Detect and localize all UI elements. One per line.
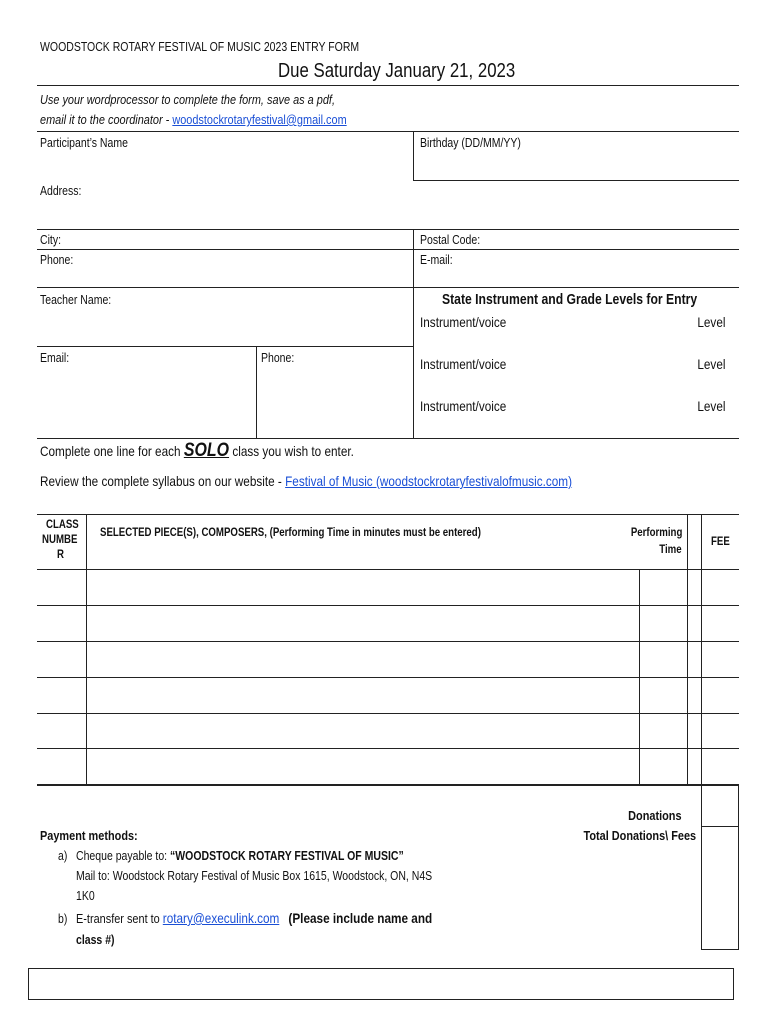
divider xyxy=(701,826,739,827)
mail-address-postal: 1K0 xyxy=(76,889,95,903)
instrument-label-1: Instrument/voice xyxy=(420,314,507,330)
teacher-phone-field[interactable] xyxy=(261,366,409,436)
instrument-field-3[interactable] xyxy=(520,396,690,416)
table-col-divider xyxy=(701,514,702,784)
postal-code-field[interactable] xyxy=(490,231,736,247)
total-fees-field[interactable] xyxy=(703,828,738,948)
table-row-border xyxy=(37,677,739,678)
city-label: City: xyxy=(40,233,61,247)
divider xyxy=(413,180,739,181)
total-fees-label: Total Donations\ Fees xyxy=(583,828,696,843)
divider xyxy=(413,229,414,287)
signature-box[interactable] xyxy=(28,968,734,1000)
pieces-header: SELECTED PIECE(S), COMPOSERS, (Performing Time in minutes must be entered) xyxy=(100,527,481,539)
coordinator-email-link[interactable]: woodstockrotaryfestival@gmail.com xyxy=(172,112,347,127)
class-header-2: NUMBE xyxy=(42,534,78,546)
divider xyxy=(37,131,739,132)
etransfer-line xyxy=(76,910,432,927)
divider xyxy=(701,949,739,950)
website-link[interactable]: Festival of Music (woodstockrotaryfestivalofmusic.com) xyxy=(285,473,573,489)
birthday-label: Birthday (DD/MM/YY) xyxy=(420,136,521,150)
fee-cell[interactable] xyxy=(703,643,739,676)
level-label-1: Level xyxy=(696,314,725,330)
time-header-2: Time xyxy=(659,544,682,556)
teacher-email-field[interactable] xyxy=(40,366,250,436)
class-number-cell[interactable] xyxy=(37,679,85,712)
teacher-phone-label: Phone: xyxy=(261,351,295,365)
address-field[interactable] xyxy=(90,182,730,227)
participant-name-field[interactable] xyxy=(40,150,410,178)
divider xyxy=(256,346,257,438)
teacher-name-label: Teacher Name: xyxy=(40,293,112,307)
performing-time-cell[interactable] xyxy=(641,607,686,640)
table-row-border xyxy=(37,713,739,714)
phone-label: Phone: xyxy=(40,253,74,267)
class-number-cell[interactable] xyxy=(37,750,85,783)
instrument-field-1[interactable] xyxy=(520,312,690,332)
class-number-cell[interactable] xyxy=(37,643,85,676)
class-number-cell[interactable] xyxy=(37,571,85,604)
performing-time-cell[interactable] xyxy=(641,643,686,676)
divider xyxy=(701,784,702,949)
table-row-border xyxy=(37,641,739,642)
email-label: E-mail: xyxy=(420,253,453,267)
cheque-text: Cheque payable to: xyxy=(76,849,170,863)
postal-code-label: Postal Code: xyxy=(420,233,481,247)
email-field[interactable] xyxy=(465,251,735,285)
review-text: Review the complete syllabus on our website - xyxy=(40,473,286,489)
table-bottom-border xyxy=(37,784,739,786)
teacher-email-label: Email: xyxy=(40,351,70,365)
etransfer-text: E-transfer sent to xyxy=(76,911,163,926)
donations-field[interactable] xyxy=(703,786,738,825)
selected-piece-cell[interactable] xyxy=(88,643,638,676)
option-a-marker: a) xyxy=(58,849,68,863)
solo-instruction xyxy=(40,441,354,461)
syllabus-review xyxy=(40,473,572,489)
class-number-cell[interactable] xyxy=(37,715,85,747)
participant-name-label: Participant’s Name xyxy=(40,136,128,150)
instrument-field-2[interactable] xyxy=(520,354,690,374)
address-label: Address: xyxy=(40,184,82,198)
performing-time-cell[interactable] xyxy=(641,750,686,783)
divider xyxy=(37,346,413,347)
fee-cell[interactable] xyxy=(703,715,739,747)
table-row-border xyxy=(37,748,739,749)
option-b-marker: b) xyxy=(58,912,68,926)
instructions-line-1: Use your wordprocessor to complete the form, save as a pdf, xyxy=(40,92,335,107)
class-header-3: R xyxy=(57,549,64,561)
performing-time-cell[interactable] xyxy=(641,715,686,747)
etransfer-note-cont: class #) xyxy=(76,933,115,947)
teacher-name-field[interactable] xyxy=(40,308,410,344)
class-number-cell[interactable] xyxy=(37,607,85,640)
class-header-1: CLASS xyxy=(46,519,79,531)
selected-piece-cell[interactable] xyxy=(88,715,638,747)
divider xyxy=(413,131,414,180)
selected-piece-cell[interactable] xyxy=(88,750,638,783)
fee-cell[interactable] xyxy=(703,750,739,783)
birthday-field[interactable] xyxy=(420,150,736,178)
etransfer-note: (Please include name and xyxy=(288,910,433,926)
time-header-1: Performing xyxy=(630,527,682,539)
table-row-border xyxy=(37,569,739,570)
selected-piece-cell[interactable] xyxy=(88,679,638,712)
instructions-line-2 xyxy=(40,113,347,127)
divider xyxy=(37,229,739,230)
mail-address-line: Mail to: Woodstock Rotary Festival of Music Box 1615, Woodstock, ON, N4S xyxy=(76,869,433,883)
table-col-divider xyxy=(687,514,688,784)
divider xyxy=(37,85,739,86)
selected-piece-cell[interactable] xyxy=(88,571,638,604)
divider xyxy=(413,287,414,438)
instrument-label-2: Instrument/voice xyxy=(420,356,507,372)
table-top-border xyxy=(37,514,739,515)
fee-cell[interactable] xyxy=(703,571,739,604)
level-label-2: Level xyxy=(696,356,725,372)
divider xyxy=(738,784,739,949)
divider xyxy=(37,287,739,288)
divider xyxy=(37,438,739,439)
cheque-line xyxy=(76,849,404,863)
cheque-payee: “WOODSTOCK ROTARY FESTIVAL OF MUSIC” xyxy=(169,849,404,863)
fee-cell[interactable] xyxy=(703,679,739,712)
instrument-label-3: Instrument/voice xyxy=(420,398,507,414)
donations-label: Donations xyxy=(628,808,682,823)
performing-time-cell[interactable] xyxy=(641,571,686,604)
table-row-border xyxy=(37,605,739,606)
form-title: WOODSTOCK ROTARY FESTIVAL OF MUSIC 2023 ENTRY FORM xyxy=(40,40,360,54)
solo-word: SOLO xyxy=(183,440,230,461)
etransfer-email-link[interactable]: rotary@execulink.com xyxy=(162,910,280,926)
due-date: Due Saturday January 21, 2023 xyxy=(278,60,516,82)
fee-cell[interactable] xyxy=(703,607,739,640)
instructions-text: email it to the coordinator - xyxy=(40,112,173,127)
payment-heading: Payment methods: xyxy=(40,828,138,843)
divider xyxy=(37,249,739,250)
table-col-divider xyxy=(86,514,87,784)
solo-text-before: Complete one line for each xyxy=(40,443,181,459)
fee-header: FEE xyxy=(711,536,730,548)
phone-field[interactable] xyxy=(80,251,410,285)
instrument-heading: State Instrument and Grade Levels for Entry xyxy=(442,292,698,308)
selected-piece-cell[interactable] xyxy=(88,607,638,640)
solo-text-after: class you wish to enter. xyxy=(232,443,354,459)
performing-time-cell[interactable] xyxy=(641,679,686,712)
level-label-3: Level xyxy=(696,398,725,414)
city-field[interactable] xyxy=(70,231,410,247)
